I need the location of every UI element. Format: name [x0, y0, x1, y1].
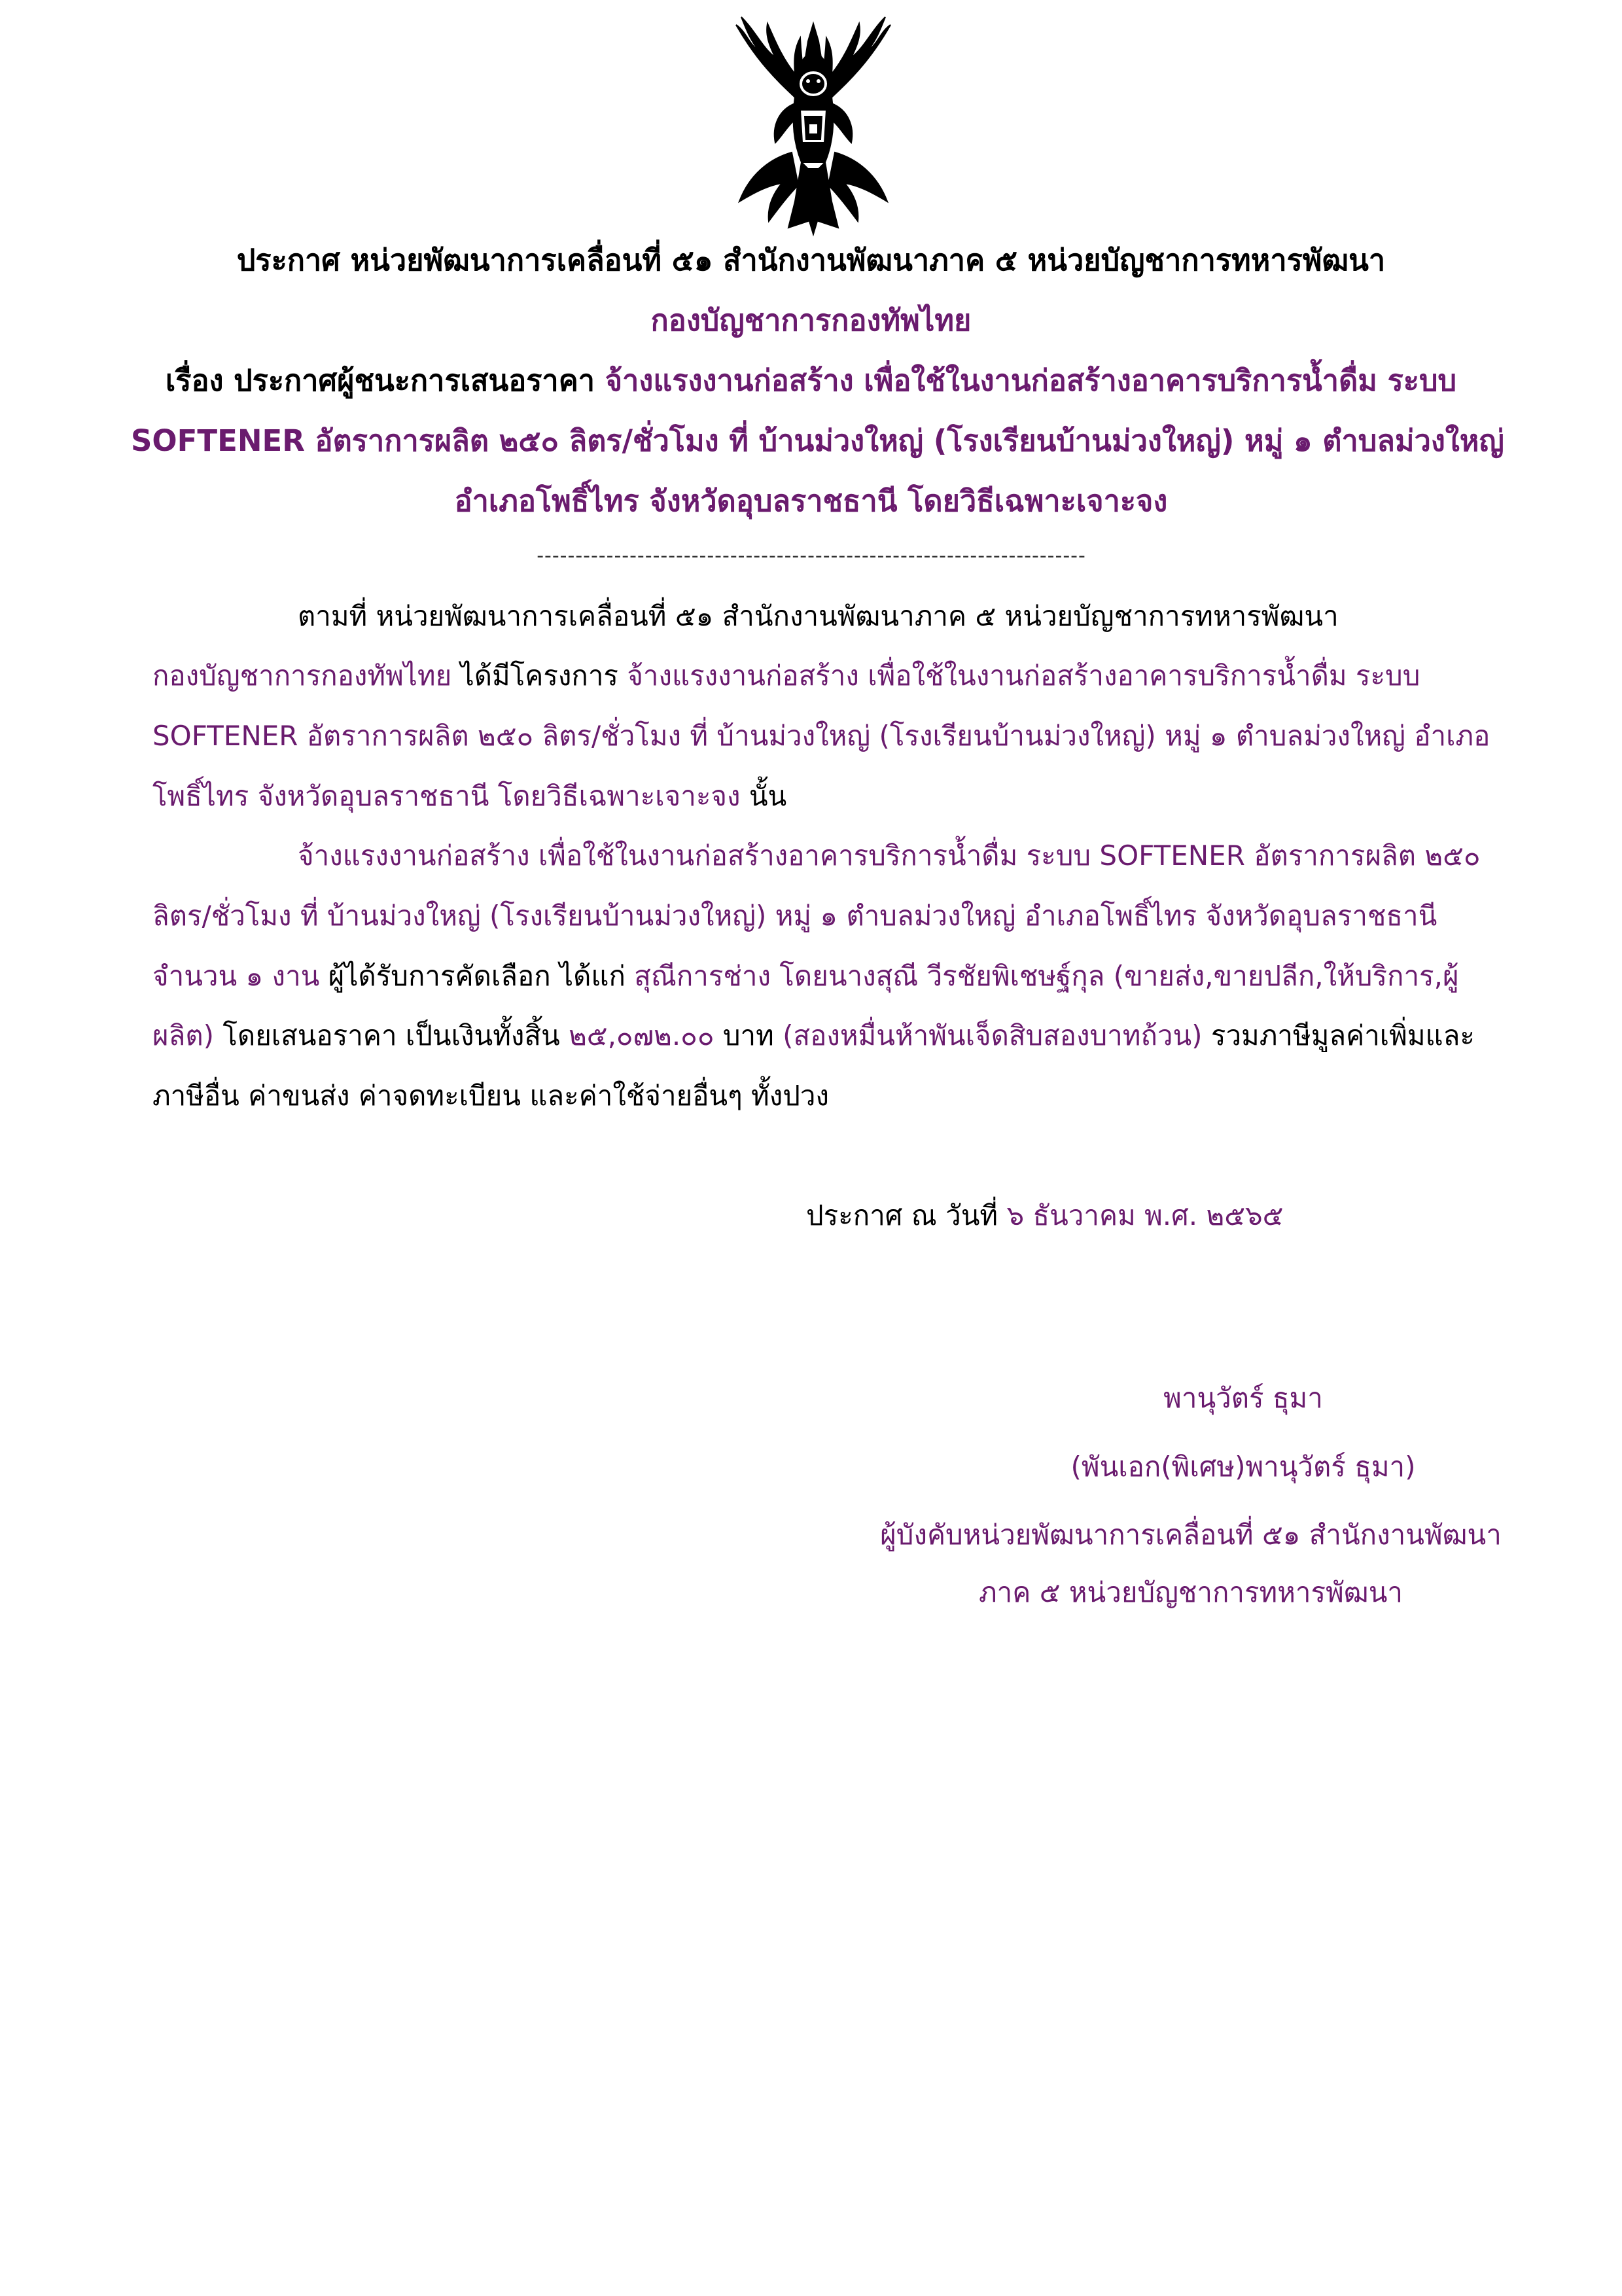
paragraph1-end: นั้น	[740, 780, 787, 812]
paragraph1-project: จ้างแรงงานก่อสร้าง เพื่อใช้ในงานก่อสร้างอาคารบริการน้ำดื่ม ระบบ	[627, 660, 1420, 692]
announce-date-value: ๖ ธันวาคม พ.ศ. ๒๕๖๕	[1006, 1199, 1284, 1231]
paragraph1-line-2	[152, 656, 1420, 696]
paragraph1-line-3: SOFTENER อัตราการผลิต ๒๕๐ ลิตร/ชั่วโมง ที่ บ้านม่วงใหญ่ (โรงเรียนบ้านม่วงใหญ่) หมู่ ๑ ตำบลม่วงใหญ่ อำเภอ	[152, 720, 1490, 752]
heading-subject-prefix: เรื่อง ประกาศผู้ชนะการเสนอราคา	[165, 363, 605, 398]
signature-position-line-1: ผู้บังคับหน่วยพัฒนาการเคลื่อนที่ ๕๑ สำนักงานพัฒนา	[880, 1519, 1502, 1551]
paragraph2-count: จำนวน ๑ งาน	[152, 960, 320, 992]
paragraph1-mid: ได้มีโครงการ	[451, 660, 627, 692]
signature-full-name: (พันเอก(พิเศษ)พานุวัตร์ ธุมา)	[1070, 1451, 1416, 1483]
paragraph2-line-4	[152, 1016, 1475, 1055]
paragraph1-line-1: ตามที่ หน่วยพัฒนาการเคลื่อนที่ ๕๑ สำนักงานพัฒนาภาค ๕ หน่วยบัญชาการทหารพัฒนา	[298, 600, 1339, 632]
paragraph1-project-end: โพธิ์ไทร จังหวัดอุบลราชธานี โดยวิธีเฉพาะเจาะจง	[152, 780, 741, 812]
paragraph2-line-2: ลิตร/ชั่วโมง ที่ บ้านม่วงใหญ่ (โรงเรียนบ้านม่วงใหญ่) หมู่ ๑ ตำบลม่วงใหญ่ อำเภอโพธิ์ไทร จังหวัดอุบลราชธานี	[152, 900, 1437, 932]
paragraph2-line-5: ภาษีอื่น ค่าขนส่ง ค่าจดทะเบียน และค่าใช้จ่ายอื่นๆ ทั้งปวง	[152, 1080, 829, 1112]
paragraph2-amount-words: (สองหมื่นห้าพันเจ็ดสิบสองบาทถ้วน)	[783, 1019, 1203, 1051]
paragraph2-line-1: จ้างแรงงานก่อสร้าง เพื่อใช้ในงานก่อสร้างอาคารบริการน้ำดื่ม ระบบ SOFTENER อัตราการผลิต ๒๕๐	[298, 839, 1481, 872]
heading-project-title: จ้างแรงงานก่อสร้าง เพื่อใช้ในงานก่อสร้างอาคารบริการน้ำดื่ม ระบบ	[605, 363, 1457, 398]
paragraph1-org: กองบัญชาการกองทัพไทย	[152, 660, 452, 692]
heading-line-4: SOFTENER อัตราการผลิต ๒๕๐ ลิตร/ชั่วโมง ที่ บ้านม่วงใหญ่ (โรงเรียนบ้านม่วงใหญ่) หมู่ ๑ ตำบลม่วงใหญ่	[131, 423, 1504, 458]
garuda-emblem-icon	[710, 12, 917, 238]
signature-position-line-2: ภาค ๕ หน่วยบัญชาการทหารพัฒนา	[979, 1576, 1403, 1608]
paragraph2-vendor: สุณีการช่าง โดยนางสุณี วีรชัยพิเชษฐ์กุล (ขายส่ง,ขายปลีก,ให้บริการ,ผู้	[634, 960, 1459, 992]
paragraph2-vat-text: รวมภาษีมูลค่าเพิ่มและ	[1202, 1019, 1475, 1051]
paragraph2-amount: ๒๕,๐๗๒.๐๐	[569, 1019, 714, 1051]
announce-date-label: ประกาศ ณ วันที่	[806, 1199, 1007, 1231]
paragraph2-vendor-end: ผลิต)	[152, 1019, 215, 1051]
signature-signed-name: พานุวัตร์ ธุมา	[1163, 1382, 1323, 1414]
paragraph2-line-3	[152, 957, 1459, 996]
divider: -----------------------------------------------------------------------	[537, 544, 1086, 567]
announce-date	[806, 1196, 1283, 1235]
heading-line-2: กองบัญชาการกองทัพไทย	[650, 303, 972, 338]
heading-line-3	[131, 361, 1491, 400]
heading-line-5: อำเภอโพธิ์ไทร จังหวัดอุบลราชธานี โดยวิธีเฉพาะเจาะจง	[454, 484, 1168, 518]
paragraph2-mid: ผู้ได้รับการคัดเลือก ได้แก่	[319, 960, 635, 992]
paragraph2-offer-text: โดยเสนอราคา เป็นเงินทั้งสิ้น	[214, 1019, 569, 1051]
heading-line-1: ประกาศ หน่วยพัฒนาการเคลื่อนที่ ๕๑ สำนักงานพัฒนาภาค ๕ หน่วยบัญชาการทหารพัฒนา	[236, 243, 1386, 277]
paragraph1-line-4	[152, 777, 786, 816]
paragraph2-currency: บาท	[714, 1019, 783, 1051]
